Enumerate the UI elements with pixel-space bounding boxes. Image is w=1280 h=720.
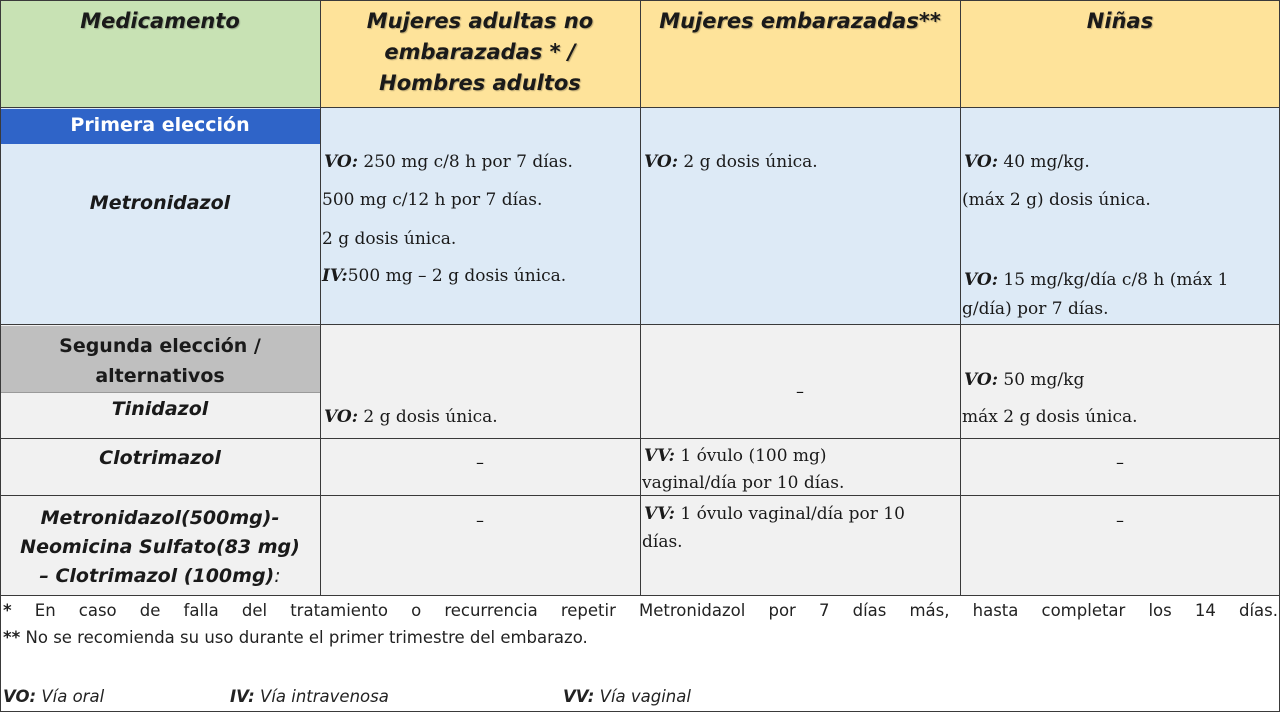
header-adults-line2: embarazadas * / [384,40,576,64]
drug-tinidazol: Tinidazol [111,398,209,420]
dose-text: 2 g dosis única. [322,229,457,249]
tinidazol-girls-dose-2 [962,407,1138,427]
combo-adults-dash: – [476,511,484,530]
drug-combo [0,504,320,591]
legend-vv [563,687,691,706]
tinidazol-pregnant-dash: – [796,382,804,401]
metronidazol-pregnant-dose [644,152,818,172]
dose-text: 40 mg/kg. [997,152,1090,172]
combo-pregnant-dose-1 [644,504,905,524]
route-vo: VO: [964,152,998,172]
legend-iv-abbr: IV: [230,687,255,706]
footnote-2-mark: ** [3,628,21,647]
metronidazol-girls-dose-1 [964,152,1090,172]
route-vo: VO: [644,152,678,172]
legend-vo [3,687,104,706]
col-divider-2 [640,0,641,596]
route-vv: VV: [644,504,675,524]
route-vv: VV: [644,446,675,466]
drug-combo-line1: Metronidazol(500mg)- [40,507,280,529]
tinidazol-girls-dose-1 [964,370,1084,390]
second-label-divider [0,392,320,393]
footnote-1-text: En caso de falla del tratamiento o recurrencia repetir Metronidazol por 7 días más, hasta completar los 14 días. [11,601,1278,620]
route-vo: VO: [324,152,358,172]
drug-combo-line2: Neomicina Sulfato(83 mg) [20,536,300,558]
dose-text: 1 óvulo vaginal/día por 10 [674,504,905,524]
clotrimazol-girls-dash: – [1116,453,1124,472]
header-pregnant: Mujeres embarazadas** [659,9,941,33]
header-adults [320,6,640,99]
dose-text: 500 mg c/12 h por 7 días. [322,190,543,210]
col-divider-3 [960,0,961,596]
legend-vo-abbr: VO: [3,687,37,706]
route-iv: IV: [322,266,348,286]
route-vo: VO: [964,270,998,290]
header-adults-line1: Mujeres adultas no [366,9,594,33]
clotrimazol-pregnant-dose-2: vaginal/día por 10 días. [642,473,845,493]
dose-text: 500 mg – 2 g dosis única. [347,266,567,286]
dose-text: máx 2 g dosis única. [962,407,1138,427]
header-girls: Niñas [1086,9,1154,33]
legend-vv-abbr: VV: [563,687,595,706]
tinidazol-adults-dose [324,407,498,427]
first-choice-label: Primera elección [70,114,250,136]
combo-girls-dash: – [1116,511,1124,530]
drug-combo-line3: – Clotrimazol (100mg): [39,565,281,587]
legend-vo-desc: Vía oral [36,687,105,706]
second-choice-label-line2: alternativos [95,365,225,387]
metronidazol-adults-dose-1 [324,152,573,172]
drug-metronidazol: Metronidazol [89,192,231,214]
combo-pregnant-dose-2: días. [642,532,683,552]
footnote-2 [3,628,588,647]
metronidazol-adults-dose-3 [322,229,456,249]
metronidazol-girls-dose-4 [962,299,1109,319]
footnote-2-text: No se recomienda su uso durante el primer trimestre del embarazo. [20,628,588,647]
dose-text: 1 óvulo (100 mg) [674,446,827,466]
second-choice-label [0,331,320,391]
metronidazol-girls-dose-2 [962,190,1151,210]
page-bottom-border [0,711,1280,712]
legend-iv [230,687,389,706]
dose-text: 250 mg c/8 h por 7 días. [357,152,573,172]
legend-vv-desc: Vía vaginal [594,687,691,706]
header-adults-line3: Hombres adultos [379,71,581,95]
clotrimazol-pregnant-dose-1 [644,446,827,466]
footnote-1 [3,601,1278,620]
route-vo: VO: [324,407,358,427]
dose-text: 50 mg/kg [997,370,1085,390]
metronidazol-adults-dose-4 [322,266,566,286]
drug-combo-suffix: : [274,565,281,587]
metronidazol-girls-dose-3 [964,270,1228,290]
dose-text: 2 g dosis única. [357,407,498,427]
dose-text: 2 g dosis única. [677,152,818,172]
second-choice-label-line1: Segunda elección / [59,335,261,357]
route-vo: VO: [964,370,998,390]
drug-clotrimazol: Clotrimazol [99,447,221,469]
dose-text: g/día) por 7 días. [962,299,1109,319]
metronidazol-adults-dose-2 [322,190,542,210]
dose-text: 15 mg/kg/día c/8 h (máx 1 [997,270,1229,290]
header-medicamento: Medicamento [80,9,240,33]
clotrimazol-adults-dash: – [476,453,484,472]
footnote-1-mark: * [3,601,12,620]
dose-text: (máx 2 g) dosis única. [962,190,1151,210]
legend-iv-desc: Vía intravenosa [254,687,389,706]
